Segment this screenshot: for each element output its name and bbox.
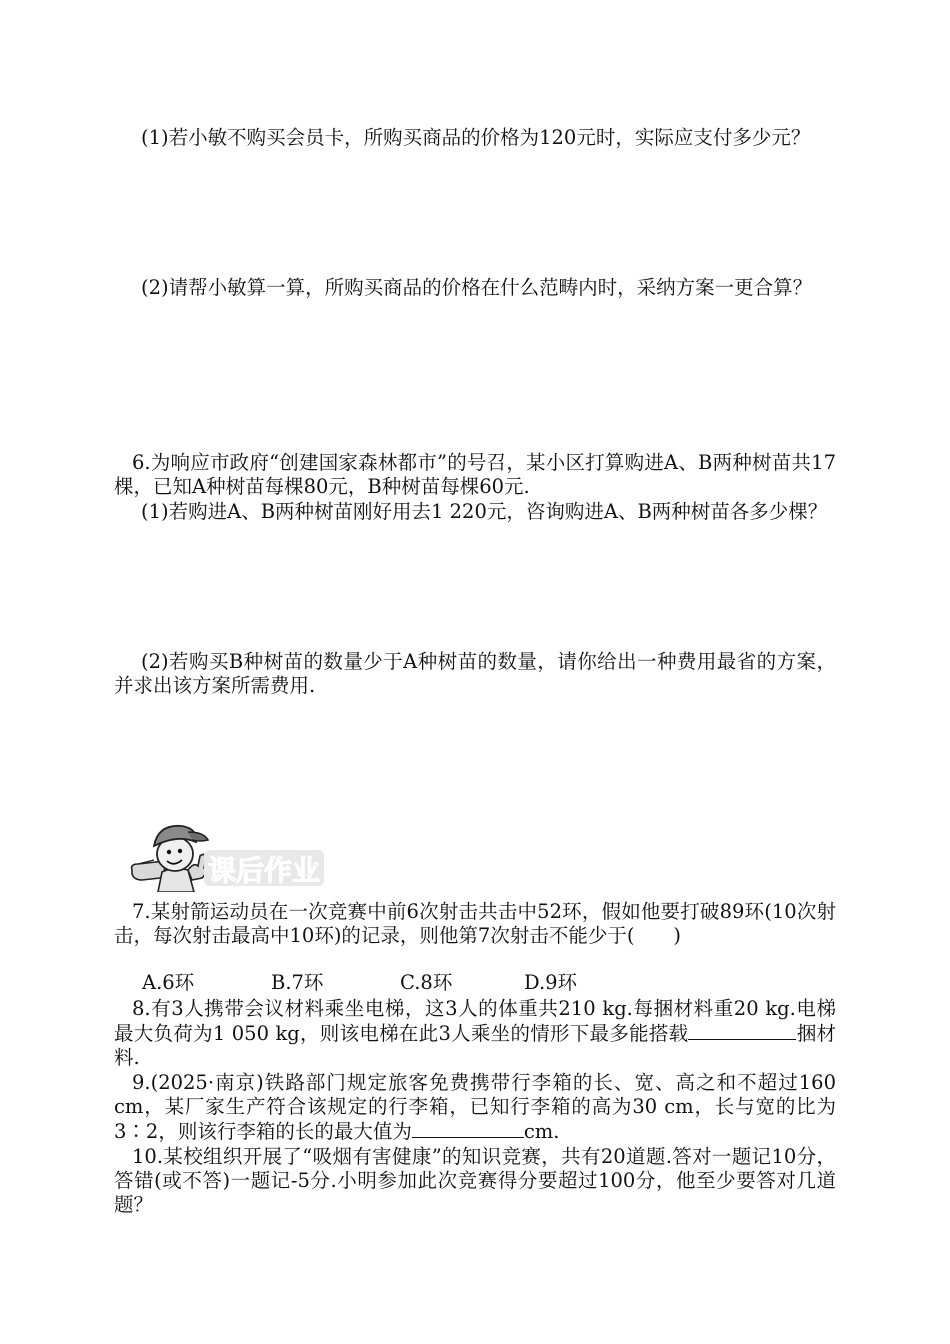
homework-mascot-icon: [128, 820, 328, 892]
q10-stem: 10.某校组织开展了“吸烟有害健康”的知识竞赛，共有20道题.答对一题记10分，答错(或不答)一题记-5分.小明参加此次竞赛得分要超过100分，他至少要答对几道题？: [114, 1145, 836, 1216]
q8-text-end: 捆材料.: [114, 1022, 836, 1069]
q8-answer-blank: [688, 1021, 796, 1040]
q8-text: 8.有3人携带会议材料乘坐电梯，这3人的体重共210 kg.每捆材料重20 kg.电梯最大负荷为1 050 kg，则该电梯在此3人乘坐的情形下最多能搭载: [114, 997, 836, 1045]
q7-option-a: A.6环: [142, 971, 195, 994]
q9-stem: [114, 1071, 836, 1144]
q5-part1: (1)若小敏不购买会员卡，所购买商品的价格为120元时，实际应支付多少元？: [141, 126, 811, 149]
q9-answer-blank: [412, 1119, 524, 1138]
q7-option-d: D.9环: [524, 971, 578, 994]
q5-part2: (2)请帮小敏算一算，所购买商品的价格在什么范畴内时，采纳方案一更合算？: [141, 276, 813, 299]
q7-option-c: C.8环: [400, 971, 453, 994]
q9-text: 9.(2025·南京)铁路部门规定旅客免费携带行李箱的长、宽、高之和不超过160 cm，某厂家生产符合该规定的行李箱，已知行李箱的高为30 cm，长与宽的比为3∶2，则该行李箱的长的最大值为: [114, 1071, 836, 1143]
q7-option-b: B.7环: [271, 971, 324, 994]
q6-part2: (2)若购买B种树苗的数量少于A种树苗的数量，请你给出一种费用最省的方案，并求出该方案所需费用.: [114, 650, 836, 697]
q9-text-end: cm.: [523, 1120, 560, 1143]
q6-part1: (1)若购进A、B两种树苗刚好用去1 220元，咨询购进A、B两种树苗各多少棵？: [141, 500, 828, 523]
q7-stem: 7.某射箭运动员在一次竞赛中前6次射击共击中52环，假如他要打破89环(10次射击，每次射击最高中10环)的记录，则他第7次射击不能少于( ): [114, 900, 836, 947]
section-title: 课后作业: [207, 854, 321, 887]
q8-stem: [114, 997, 836, 1070]
q6-stem: 6.为响应市政府“创建国家森林都市”的号召，某小区打算购进A、B两种树苗共17棵，已知A种树苗每棵80元，B种树苗每棵60元.: [114, 451, 836, 498]
